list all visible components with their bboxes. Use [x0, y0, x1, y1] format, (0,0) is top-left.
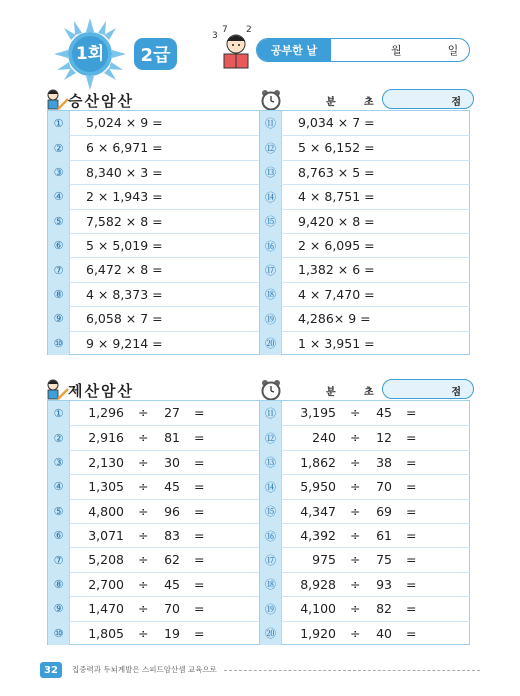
divide-sign: ÷ — [138, 503, 149, 519]
equals-sign: = — [406, 576, 417, 592]
problem-row — [260, 474, 470, 498]
problem-number: ④ — [48, 185, 70, 208]
problem-number: ① — [48, 401, 70, 425]
problem-row — [260, 499, 470, 523]
divide-sign: ÷ — [138, 454, 149, 470]
divisor: 19 — [164, 625, 180, 641]
minutes-label: 분 — [326, 387, 336, 398]
problem-row — [260, 160, 470, 184]
problem-number: ③ — [48, 161, 70, 184]
minutes-label: 분 — [326, 97, 336, 108]
division-table — [47, 400, 470, 645]
problem-number: ① — [48, 111, 70, 135]
divisor: 45 — [376, 405, 392, 420]
divide-sign: ÷ — [350, 454, 361, 470]
divisor: 38 — [376, 454, 392, 470]
problem-number: ⑮ — [260, 210, 282, 233]
problem-expression: 9,034 × 7 = — [298, 115, 375, 130]
divisor: 70 — [164, 601, 180, 617]
multiplication-table — [47, 110, 470, 355]
problem-row — [48, 135, 259, 159]
dividend: 2,700 — [88, 576, 124, 592]
problem-row — [48, 331, 259, 355]
problem-number: ⑪ — [260, 111, 282, 135]
problem-expression: 6,472 × 8 = — [86, 262, 163, 278]
equals-sign: = — [406, 503, 417, 519]
problem-row — [260, 450, 470, 474]
equals-sign: = — [406, 454, 417, 470]
problem-row — [48, 282, 259, 306]
grade-badge: 2급 — [134, 38, 177, 70]
dividend: 1,296 — [88, 405, 124, 420]
problem-row — [48, 547, 259, 571]
divide-sign: ÷ — [138, 479, 149, 495]
divide-sign: ÷ — [138, 601, 149, 617]
problem-number: ⑭ — [260, 185, 282, 208]
dividend: 240 — [312, 430, 336, 446]
equals-sign: = — [194, 430, 205, 446]
seconds-label: 초 — [364, 387, 374, 398]
divisor: 45 — [164, 479, 180, 495]
dividend: 2,130 — [88, 454, 124, 470]
equals-sign: = — [406, 479, 417, 495]
seconds-label: 초 — [364, 97, 374, 108]
problem-number: ⑲ — [260, 597, 282, 620]
divisor: 62 — [164, 552, 180, 568]
dividend: 1,920 — [300, 625, 336, 641]
equals-sign: = — [194, 601, 205, 617]
problem-number: ⑨ — [48, 597, 70, 620]
divide-sign: ÷ — [138, 552, 149, 568]
equals-sign: = — [406, 528, 417, 543]
divide-sign: ÷ — [138, 405, 149, 420]
problem-expression: 5,024 × 9 = — [86, 115, 163, 130]
problem-expression: 4,286× 9 = — [298, 311, 371, 327]
problem-number: ⑤ — [48, 210, 70, 233]
problem-column-left — [48, 111, 259, 354]
problem-number: ⑤ — [48, 500, 70, 523]
score-field[interactable] — [382, 379, 474, 399]
divide-sign: ÷ — [350, 430, 361, 446]
problem-row — [260, 306, 470, 330]
problem-row — [260, 257, 470, 281]
session-label: 1회 — [75, 44, 105, 64]
divide-sign: ÷ — [350, 552, 361, 568]
score-label: 점 — [451, 97, 461, 108]
problem-row — [48, 160, 259, 184]
dividend: 3,071 — [88, 528, 124, 543]
problem-row — [48, 499, 259, 523]
divide-sign: ÷ — [350, 576, 361, 592]
problem-number: ⑲ — [260, 307, 282, 330]
equals-sign: = — [194, 576, 205, 592]
divide-sign: ÷ — [350, 503, 361, 519]
problem-row — [48, 523, 259, 547]
dividend: 4,800 — [88, 503, 124, 519]
problem-row — [48, 209, 259, 233]
section-title: 승산암산 — [68, 92, 134, 110]
divisor: 75 — [376, 552, 392, 568]
problem-column-right — [259, 111, 470, 354]
problem-number: ⑩ — [48, 332, 70, 355]
problem-number: ⑰ — [260, 548, 282, 571]
divide-sign: ÷ — [350, 601, 361, 617]
problem-number: ⑱ — [260, 283, 282, 306]
problem-expression: 6,058 × 7 = — [86, 311, 163, 327]
equals-sign: = — [194, 552, 205, 568]
problem-number: ② — [48, 136, 70, 159]
problem-number: ⑭ — [260, 475, 282, 498]
dividend: 5,950 — [300, 479, 336, 495]
problem-number: ⑰ — [260, 258, 282, 281]
problem-number: ② — [48, 426, 70, 449]
problem-number: ⑧ — [48, 283, 70, 306]
problem-expression: 4 × 8,751 = — [298, 189, 375, 205]
problem-expression: 7,582 × 8 = — [86, 213, 163, 229]
equals-sign: = — [194, 528, 205, 543]
equals-sign: = — [194, 503, 205, 519]
divide-sign: ÷ — [138, 625, 149, 641]
equals-sign: = — [406, 601, 417, 617]
divide-sign: ÷ — [350, 479, 361, 495]
month-label: 월 — [391, 44, 402, 57]
problem-row — [260, 621, 470, 645]
divisor: 61 — [376, 528, 392, 543]
problem-row — [260, 401, 470, 425]
divisor: 82 — [376, 601, 392, 617]
problem-column-right — [259, 401, 470, 644]
divisor: 93 — [376, 576, 392, 592]
dividend: 2,916 — [88, 430, 124, 446]
divisor: 70 — [376, 479, 392, 495]
divisor: 69 — [376, 503, 392, 519]
svg-text:2: 2 — [246, 25, 252, 35]
problem-number: ⑮ — [260, 500, 282, 523]
problem-row — [48, 425, 259, 449]
problem-row — [48, 184, 259, 208]
divisor: 12 — [376, 430, 392, 446]
svg-text:3: 3 — [212, 31, 218, 41]
problem-expression: 4 × 8,373 = — [86, 286, 163, 302]
study-date-field[interactable] — [256, 38, 470, 62]
score-label: 점 — [451, 387, 461, 398]
problem-number: ⑫ — [260, 136, 282, 159]
problem-expression: 8,763 × 5 = — [298, 164, 375, 180]
problem-row — [48, 572, 259, 596]
page-footer — [40, 662, 480, 676]
equals-sign: = — [194, 405, 205, 420]
problem-number: ⑱ — [260, 573, 282, 596]
equals-sign: = — [406, 625, 417, 641]
problem-row — [260, 331, 470, 355]
problem-expression: 2 × 6,095 = — [298, 238, 375, 253]
divisor: 45 — [164, 576, 180, 592]
problem-number: ⑥ — [48, 524, 70, 547]
score-field[interactable] — [382, 89, 474, 109]
problem-row — [260, 596, 470, 620]
problem-row — [260, 282, 470, 306]
problem-expression: 9,420 × 8 = — [298, 213, 375, 229]
equals-sign: = — [194, 454, 205, 470]
divisor: 81 — [164, 430, 180, 446]
problem-number: ⑥ — [48, 234, 70, 257]
equals-sign: = — [194, 625, 205, 641]
problem-row — [48, 111, 259, 135]
problem-number: ⑫ — [260, 426, 282, 449]
divisor: 96 — [164, 503, 180, 519]
problem-row — [48, 306, 259, 330]
problem-number: ⑳ — [260, 332, 282, 355]
dividend: 1,305 — [88, 479, 124, 495]
problem-row — [48, 474, 259, 498]
equals-sign: = — [194, 479, 205, 495]
problem-expression: 1 × 3,951 = — [298, 335, 375, 351]
divisor: 40 — [376, 625, 392, 641]
problem-number: ⑯ — [260, 524, 282, 547]
problem-number: ⑨ — [48, 307, 70, 330]
problem-row — [260, 572, 470, 596]
problem-number: ⑩ — [48, 622, 70, 645]
dividend: 975 — [312, 552, 336, 568]
study-date-label: 공부한 날 — [257, 39, 331, 61]
divide-sign: ÷ — [138, 430, 149, 446]
problem-number: ⑪ — [260, 401, 282, 425]
problem-row — [48, 401, 259, 425]
equals-sign: = — [406, 552, 417, 568]
problem-row — [260, 209, 470, 233]
problem-row — [260, 547, 470, 571]
page-number: 32 — [40, 662, 62, 678]
dividend: 4,392 — [300, 528, 336, 543]
alarm-clock-icon — [260, 89, 282, 111]
problem-number: ⑦ — [48, 548, 70, 571]
problem-column-left — [48, 401, 259, 644]
equals-sign: = — [406, 405, 417, 420]
footer-text: 집중력과 두뇌계발은 스피드암산셈 교육으로 — [72, 665, 217, 674]
problem-number: ⑬ — [260, 451, 282, 474]
problem-number: ⑳ — [260, 622, 282, 645]
problem-number: ⑬ — [260, 161, 282, 184]
problem-row — [260, 425, 470, 449]
dividend: 4,347 — [300, 503, 336, 519]
problem-expression: 5 × 6,152 = — [298, 140, 375, 156]
problem-row — [260, 523, 470, 547]
divide-sign: ÷ — [350, 528, 361, 543]
divisor: 83 — [164, 528, 180, 543]
section-title: 제산암산 — [68, 382, 134, 400]
divide-sign: ÷ — [350, 625, 361, 641]
problem-row — [48, 596, 259, 620]
dividend: 1,805 — [88, 625, 124, 641]
problem-row — [48, 450, 259, 474]
problem-expression: 2 × 1,943 = — [86, 189, 163, 205]
day-label: 일 — [447, 44, 459, 57]
problem-number: ④ — [48, 475, 70, 498]
problem-row — [260, 135, 470, 159]
alarm-clock-icon — [260, 379, 282, 401]
problem-expression: 9 × 9,214 = — [86, 335, 163, 351]
problem-row — [48, 233, 259, 257]
problem-row — [260, 233, 470, 257]
problem-number: ③ — [48, 451, 70, 474]
problem-expression: 6 × 6,971 = — [86, 140, 163, 156]
dividend: 4,100 — [300, 601, 336, 617]
problem-expression: 5 × 5,019 = — [86, 238, 163, 253]
problem-expression: 4 × 7,470 = — [298, 286, 375, 302]
divide-sign: ÷ — [138, 576, 149, 592]
problem-expression: 8,340 × 3 = — [86, 164, 163, 180]
divide-sign: ÷ — [138, 528, 149, 543]
divide-sign: ÷ — [350, 405, 361, 420]
dividend: 1,470 — [88, 601, 124, 617]
problem-number: ⑯ — [260, 234, 282, 257]
divisor: 30 — [164, 454, 180, 470]
footer-divider — [224, 670, 480, 671]
svg-text:7: 7 — [222, 25, 228, 35]
problem-row — [48, 257, 259, 281]
divisor: 27 — [164, 405, 180, 420]
problem-number: ⑧ — [48, 573, 70, 596]
dividend: 3,195 — [300, 405, 336, 420]
problem-row — [260, 184, 470, 208]
dividend: 1,862 — [300, 454, 336, 470]
problem-row — [48, 621, 259, 645]
problem-row — [260, 111, 470, 135]
equals-sign: = — [406, 430, 417, 446]
problem-number: ⑦ — [48, 258, 70, 281]
student-mascot-icon — [210, 24, 260, 74]
dividend: 8,928 — [300, 576, 336, 592]
dividend: 5,208 — [88, 552, 124, 568]
problem-expression: 1,382 × 6 = — [298, 262, 375, 278]
